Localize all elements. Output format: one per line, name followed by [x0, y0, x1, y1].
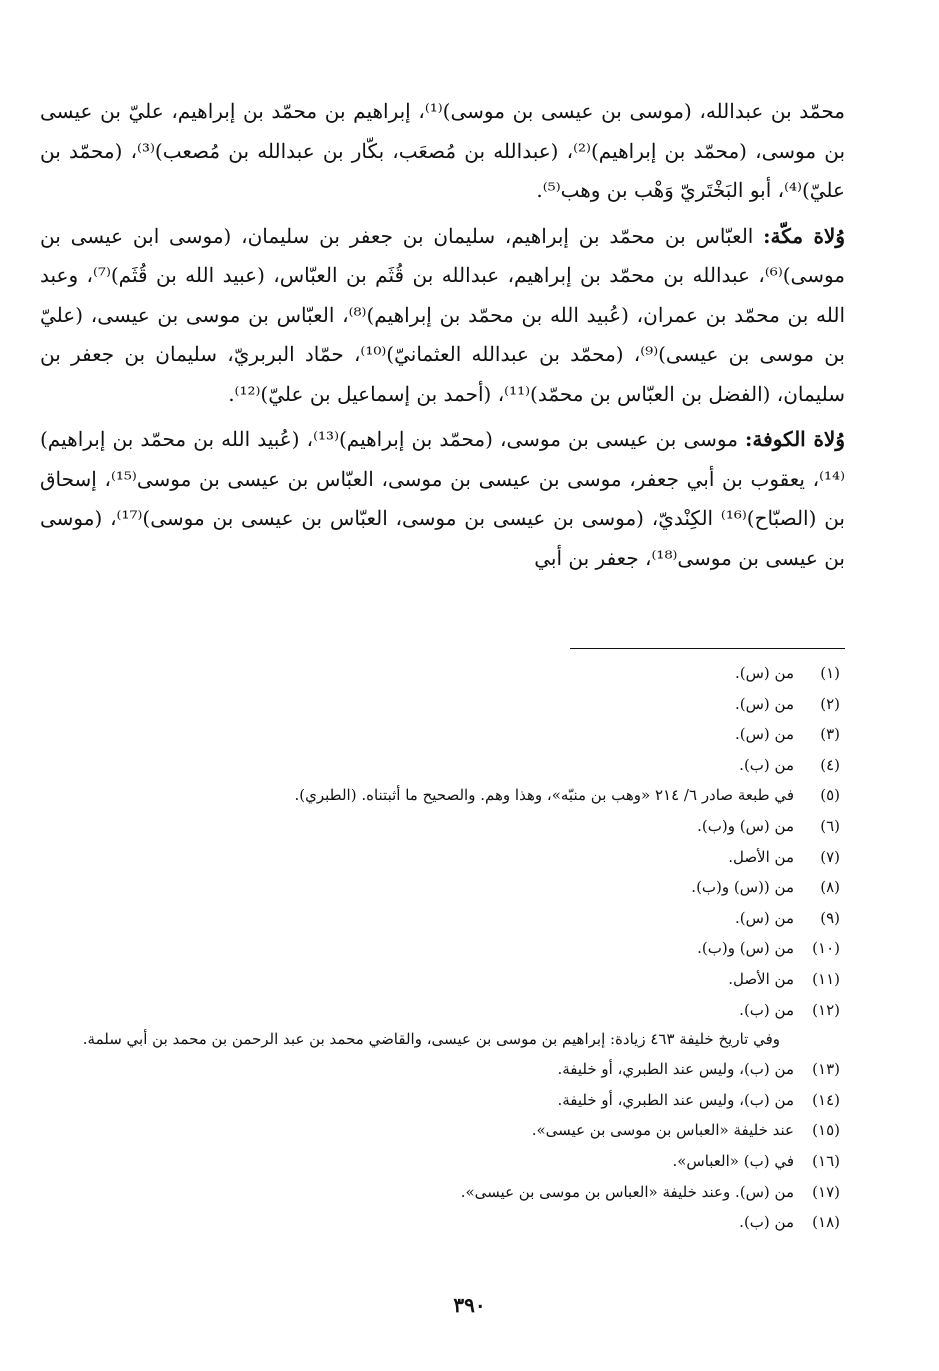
paragraph-mecca-governors: [40, 217, 845, 415]
footnote-text: من ((س) و(ب).: [691, 878, 794, 897]
footnote: [30, 658, 840, 689]
footnote-text: من (ب).: [739, 1000, 794, 1019]
footnote-number: (٢): [820, 694, 840, 713]
footnote-number: (٨): [820, 878, 840, 897]
footnote-number: (١٥): [812, 1121, 840, 1140]
footnote: [30, 872, 840, 903]
footnote: [30, 811, 840, 842]
footnote-number: (١٢): [812, 1000, 840, 1019]
footnote: [30, 1115, 840, 1146]
footnote-number: (٥): [820, 786, 840, 805]
footnote: [30, 689, 840, 720]
footnote: [30, 1054, 840, 1085]
footnote-text: من (ب)، وليس عند الطبري، أو خليفة.: [557, 1090, 794, 1109]
section-heading-mecca: وُلاة مكّة:: [763, 223, 845, 248]
footnote-text: من (ب).: [739, 1213, 794, 1232]
footnote-number: (١٣): [812, 1060, 840, 1079]
footnote-number: (٦): [820, 816, 840, 835]
paragraph-text: موسى بن عيسى بن موسى، (محمّد بن إبراهيم)⁽¹³⁾، (عُبيد الله بن محمّد بن إبراهيم)⁽¹⁴⁾، يعقوب بن أبي جعفر، موسى بن عيسى بن موسى، العبّاس بن عيسى بن موسى⁽¹⁵⁾، إسحاق بن (الصبّاح)⁽¹⁶⁾ الكِنْديّ، (موسى بن عيسى بن موسى، العبّاس بن عيسى بن موسى)⁽¹⁷⁾، (موسى بن عيسى بن موسى⁽¹⁸⁾، جعفر بن أبي: [40, 427, 845, 570]
section-heading-kufa: وُلاة الكوفة:: [745, 427, 846, 451]
footnote: [30, 995, 840, 1026]
footnote-separator: [570, 648, 845, 649]
footnote-number: (١): [820, 664, 840, 682]
footnote-text: من (س).: [734, 694, 794, 713]
footnote-number: (١٠): [812, 939, 840, 958]
footnote: [30, 719, 840, 750]
footnote: [30, 780, 840, 811]
paragraph-officials: [40, 92, 845, 211]
footnote-text: من (ب).: [739, 755, 794, 774]
footnote-text: من (س).: [734, 908, 794, 927]
footnote-continuation: وفي تاريخ خليفة ٤٦٣ زيادة: إبراهيم بن موسى بن عيسى، والقاضي محمد بن عبد الرحمن بن محمد بن أبي سلمة.: [82, 1030, 780, 1049]
footnote-text: في (ب) «العباس».: [672, 1151, 794, 1170]
footnote: [30, 903, 840, 934]
footnote: [30, 964, 840, 995]
footnote-text: من (ب)، وليس عند الطبري، أو خليفة.: [557, 1060, 794, 1079]
paragraph-text: العبّاس بن محمّد بن إبراهيم، سليمان بن جعفر بن سليمان، (موسى ابن عيسى بن موسى)⁽⁶⁾، عبدالله بن محمّد بن إبراهيم، عبدالله بن قُثَم بن العبّاس، (عبيد الله بن قُثَم)⁽⁷⁾، وعبد الله بن محمّد بن عمران، (عُبيد الله بن محمّد بن إبراهيم)⁽⁸⁾، العبّاس بن موسى بن عيسى، (عليّ بن موسى بن عيسى)⁽⁹⁾، (محمّد بن عبدالله العثمانيّ)⁽¹⁰⁾، حمّاد البربريّ، سليمان بن جعفر بن سليمان، (الفضل بن العبّاس بن محمّد)⁽¹¹⁾، (أحمد بن إسماعيل بن عليّ)⁽¹²⁾.: [40, 223, 846, 406]
footnote: [30, 1085, 840, 1116]
footnote: [30, 842, 840, 873]
footnote: [30, 1146, 840, 1177]
footnote-number: (٤): [820, 755, 840, 774]
footnotes: [30, 658, 840, 1238]
footnote-number: (٩): [820, 908, 840, 927]
footnote: [30, 1177, 840, 1208]
paragraph-text: محمّد بن عبدالله، (موسى بن عيسى بن موسى)⁽¹⁾، إبراهيم بن محمّد بن إبراهيم، عليّ بن عيسى بن موسى، (محمّد بن إبراهيم)⁽²⁾، (عبدالله بن مُصعَب، بكّار بن عبدالله بن مُصعب)⁽³⁾، (محمّد بن عليّ)⁽⁴⁾، أبو البَخْتَريّ وَهْب بن وهب⁽⁵⁾.: [40, 99, 846, 202]
footnote-text: من (س).: [734, 664, 794, 682]
main-text: [40, 92, 845, 582]
footnote-number: (٧): [820, 847, 840, 866]
footnote-number: (٣): [820, 725, 840, 744]
footnote-text: من (س).: [734, 725, 794, 744]
footnote-number: (١٧): [812, 1182, 840, 1201]
page-number: ٣٩٠: [453, 1293, 486, 1317]
footnote-text: من الأصل.: [728, 847, 794, 866]
footnote-number: (١١): [812, 969, 840, 988]
footnote: [30, 750, 840, 781]
footnote-text: من الأصل.: [728, 969, 794, 988]
paragraph-kufa-governors: [40, 420, 845, 578]
footnote-number: (١٨): [812, 1213, 840, 1232]
footnote-number: (١٤): [812, 1090, 840, 1109]
footnote: [30, 1207, 840, 1238]
footnote: [30, 933, 840, 964]
footnote-text: في طبعة صادر ٦/ ٢١٤ «وهب بن منبّه»، وهذا وهم. والصحيح ما أثبتناه. (الطبري).: [294, 786, 794, 805]
footnote-number: (١٦): [812, 1151, 840, 1170]
footnote-text: من (س). وعند خليفة «العباس بن موسى بن عيسى».: [460, 1182, 794, 1201]
footnote-text: عند خليفة «العباس بن موسى بن عيسى».: [531, 1121, 794, 1140]
footnote-text: من (س) و(ب).: [697, 816, 794, 835]
footnote-text: من (س) و(ب).: [697, 939, 794, 958]
